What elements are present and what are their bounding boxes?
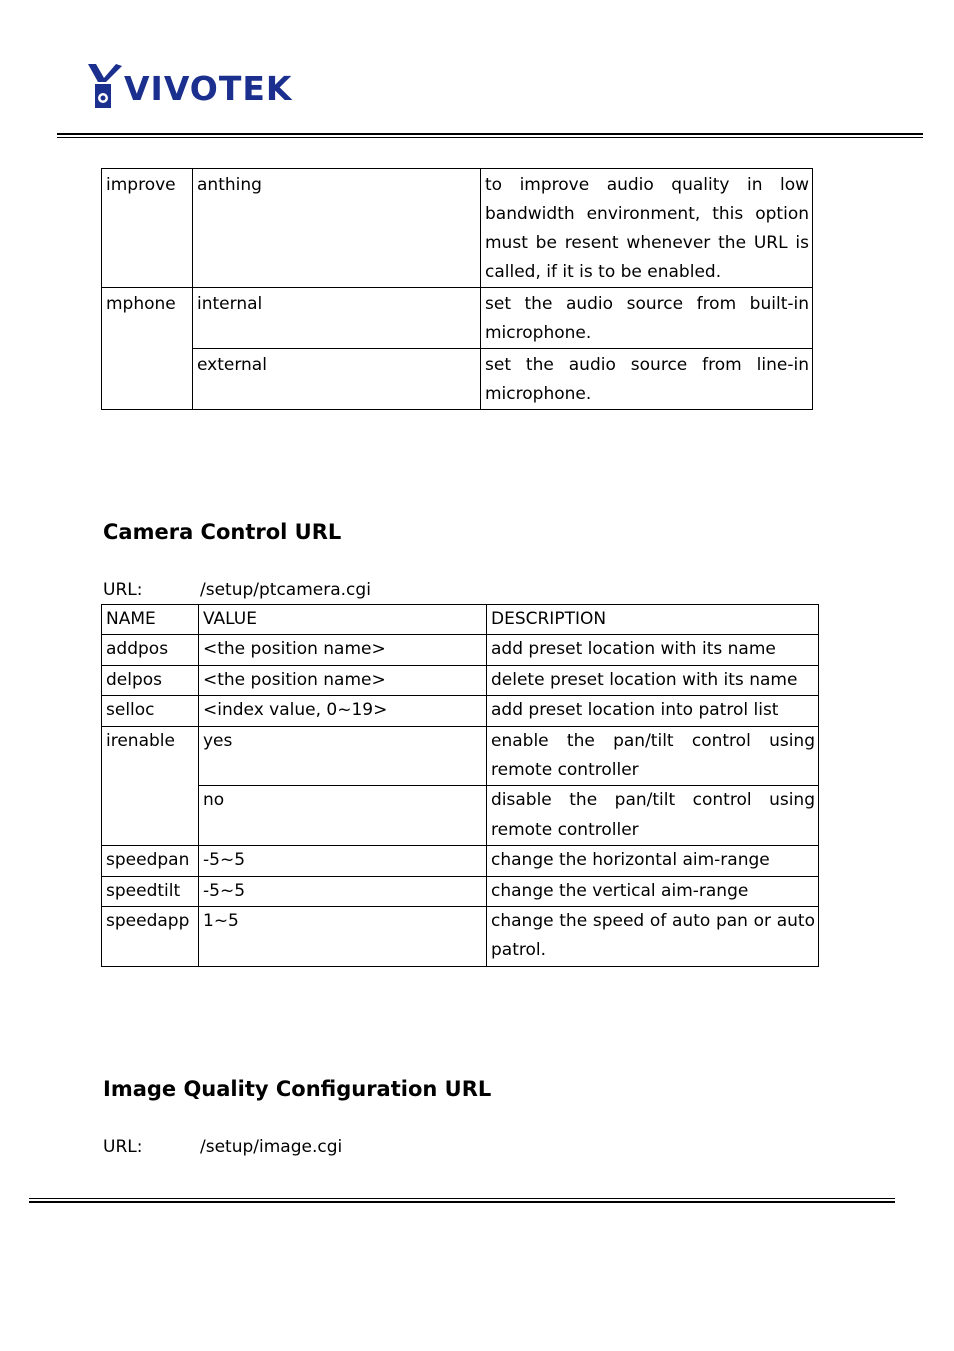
table-cell-description: enable the pan/tilt control using remote controller xyxy=(487,726,819,786)
table-cell-value: external xyxy=(193,349,481,410)
table-cell-value: 1~5 xyxy=(199,907,487,967)
table-row xyxy=(102,846,819,876)
table-header-row xyxy=(102,605,819,635)
table-row xyxy=(102,635,819,665)
table-cell-name: speedapp xyxy=(102,907,199,967)
table-row xyxy=(102,786,819,846)
footer-rule xyxy=(29,1201,895,1203)
table-row xyxy=(102,696,819,726)
table-cell-name: speedtilt xyxy=(102,876,199,906)
table-cell-value: -5~5 xyxy=(199,876,487,906)
table-cell-value: anthing xyxy=(193,169,481,288)
table-cell-description: to improve audio quality in low bandwidth environment, this option must be resent whenever the URL is called, if it is to be enabled. xyxy=(481,169,813,288)
table-cell-description: delete preset location with its name xyxy=(487,665,819,695)
table-cell-value: -5~5 xyxy=(199,846,487,876)
table-cell-name: delpos xyxy=(102,665,199,695)
table-cell-description: disable the pan/tilt control using remote controller xyxy=(487,786,819,846)
url-label: URL: xyxy=(103,580,143,600)
column-header-description: DESCRIPTION xyxy=(487,605,819,635)
table-row xyxy=(102,726,819,786)
camera-table xyxy=(101,604,819,967)
table-cell-value: yes xyxy=(199,726,487,786)
table-cell-name: selloc xyxy=(102,696,199,726)
header-rule xyxy=(57,133,923,135)
vivotek-logo xyxy=(86,62,292,112)
table-cell-description: change the horizontal aim-range xyxy=(487,846,819,876)
section-heading-image-quality: Image Quality Configuration URL xyxy=(103,1077,492,1101)
url-value: /setup/ptcamera.cgi xyxy=(200,580,371,600)
logo-wordmark: VIVOTEK xyxy=(124,69,293,108)
table-cell-description: change the speed of auto pan or auto patrol. xyxy=(487,907,819,967)
table-cell-name: speedpan xyxy=(102,846,199,876)
table-cell-description: add preset location with its name xyxy=(487,635,819,665)
header-rule-thin xyxy=(57,137,923,138)
table-row xyxy=(102,876,819,906)
audio-table xyxy=(101,168,813,410)
column-header-value: VALUE xyxy=(199,605,487,635)
table-row xyxy=(102,288,813,349)
table-cell-value: <index value, 0~19> xyxy=(199,696,487,726)
table-cell-name: irenable xyxy=(102,726,199,846)
table-row xyxy=(102,907,819,967)
column-header-name: NAME xyxy=(102,605,199,635)
table-row xyxy=(102,665,819,695)
url-label: URL: xyxy=(103,1137,143,1157)
table-row xyxy=(102,349,813,410)
table-cell-description: set the audio source from line-in microphone. xyxy=(481,349,813,410)
table-row xyxy=(102,169,813,288)
section-heading-camera: Camera Control URL xyxy=(103,520,342,544)
table-cell-value: internal xyxy=(193,288,481,349)
footer-rule-thin xyxy=(29,1198,895,1199)
url-value: /setup/image.cgi xyxy=(200,1137,343,1157)
table-cell-description: change the vertical aim-range xyxy=(487,876,819,906)
table-cell-value: <the position name> xyxy=(199,635,487,665)
camera-logo-icon xyxy=(86,62,126,112)
table-cell-description: set the audio source from built-in microphone. xyxy=(481,288,813,349)
table-cell-name: mphone xyxy=(102,288,193,410)
table-cell-value: <the position name> xyxy=(199,665,487,695)
table-cell-name: addpos xyxy=(102,635,199,665)
table-cell-name: improve xyxy=(102,169,193,288)
table-cell-description: add preset location into patrol list xyxy=(487,696,819,726)
table-cell-value: no xyxy=(199,786,487,846)
